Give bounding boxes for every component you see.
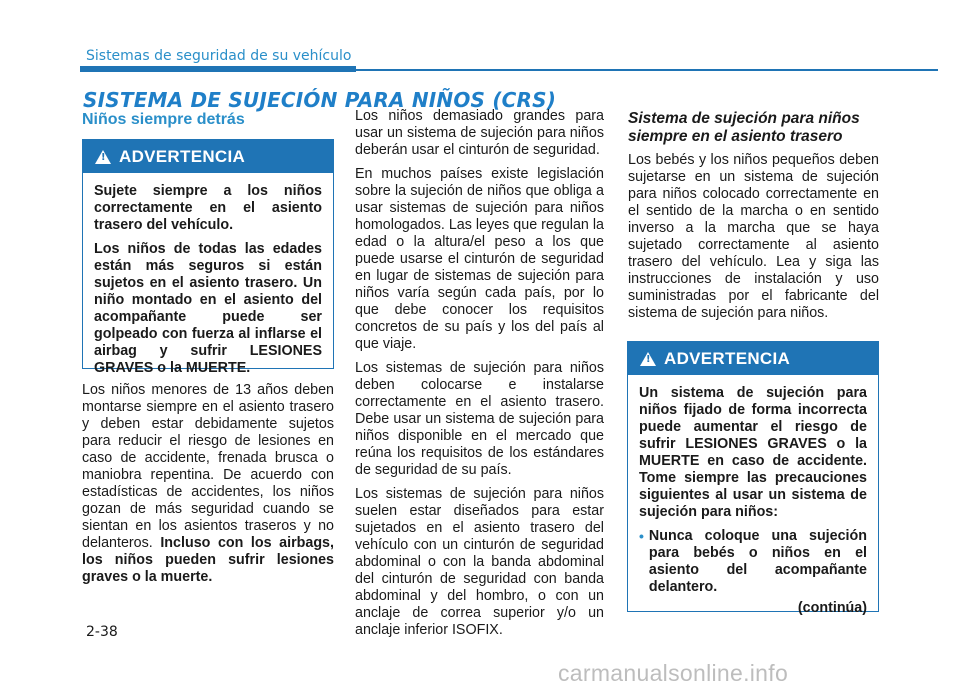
warning-paragraph: Un sistema de sujeción para niños fijado de forma incorrecta puede aumentar el riesgo de sufrir LESIONES GRAVES o la MUERTE en caso de accidente. Tome siempre las precauciones siguientes al usar un sistema de sujeción para niños: xyxy=(639,385,867,520)
body-paragraph: Los sistemas de sujeción para niños deben colocarse e instalarse correctamente en el asiento trasero. Debe usar un sistema de sujeción para niños disponible en el mercado que reúna los requisitos de los estándares de seguridad de su país. xyxy=(355,360,604,478)
warning-header xyxy=(83,140,333,173)
header-rule xyxy=(356,69,938,71)
warning-triangle-icon xyxy=(95,150,111,164)
body-paragraph: Los niños demasiado grandes para usar un sistema de sujeción para niños deberán usar el cinturón de seguridad. xyxy=(355,108,604,158)
column-2-body xyxy=(355,108,604,646)
watermark: carmanualsonline.info xyxy=(558,660,789,686)
body-bold-text: Incluso con los airbags, los niños pueden sufrir lesiones graves o la muerte. xyxy=(82,535,334,585)
header-bar xyxy=(80,66,356,72)
body-paragraph: Los sistemas de sujeción para niños suelen estar diseñados para estar sujetados en el asiento trasero del vehículo con un cinturón de seguridad abdominal o con la banda abdominal del cinturón de seguridad con banda abdominal y del hombro, o con un anclaje de correa superior y/o un anclaje inferior ISOFIX. xyxy=(355,486,604,638)
page-title: SISTEMA DE SUJECIÓN PARA NIÑOS (CRS) xyxy=(83,88,557,112)
warning-box-1 xyxy=(82,139,334,376)
continued-label: (continúa) xyxy=(797,600,867,616)
warning-label: ADVERTENCIA xyxy=(119,146,246,166)
body-paragraph: En muchos países existe legislación sobre la sujeción de niños que obliga a usar sistemas de sujeción para niños homologados. Las leyes que regulan la edad o la altura/el peso a los que puede usarse el cinturón de seguridad en lugar de sistemas de sujeción para niños varía según cada país, por lo que debe conocer los requisitos concretos de su país y los del país al que viaje. xyxy=(355,166,604,352)
bullet-text: Nunca coloque una sujeción para bebés o niños en el asiento del acompañante delantero. xyxy=(648,528,867,595)
warning-body xyxy=(83,173,333,392)
page-number: 2-38 xyxy=(86,624,118,640)
subhead-ninos-detras: Niños siempre detrás xyxy=(82,111,245,128)
warning-label: ADVERTENCIA xyxy=(664,348,791,368)
body-paragraph: Los bebés y los niños pequeños deben sujetarse en un sistema de sujeción para niños colocado correctamente en el sentido de la marcha o en sentido inverso a la marcha que se haya sujetado correctamente al asiento trasero del vehículo. Lea y siga las instrucciones de instalación y uso suministradas por el fabricante del sistema de sujeción para niños. xyxy=(628,152,879,321)
subhead-asiento-trasero: Sistema de sujeción para niños siempre en el asiento trasero xyxy=(628,110,860,145)
warning-box-2 xyxy=(627,341,879,616)
column-1-body xyxy=(82,382,334,593)
column-3-body xyxy=(628,152,879,329)
warning-body xyxy=(628,375,878,625)
bullet-dot-icon: • xyxy=(639,528,644,544)
warning-bullet xyxy=(639,528,867,596)
warning-triangle-icon xyxy=(640,352,656,366)
body-text: Los niños menores de 13 años deben montarse siempre en el asiento trasero y deben estar debidamente sujetos para reducir el riesgo de lesiones en caso de accidente, frenada brusca o maniobra repentina. De acuerdo con estadísticas de accidentes, los niños gozan de más seguridad cuando se sientan en los asientos traseros y no delanteros. xyxy=(82,382,334,551)
warning-paragraph: Los niños de todas las edades están más seguros si están sujetos en el asiento trasero. Un niño montado en el asiento del acompañante puede ser golpeado con fuerza al inflarse el airbag y sufrir LESIONES GRAVES o la MUERTE. xyxy=(94,241,322,376)
warning-header xyxy=(628,342,878,375)
warning-paragraph: Sujete siempre a los niños correctamente en el asiento trasero del vehículo. xyxy=(94,183,322,233)
section-label: Sistemas de seguridad de su vehículo xyxy=(86,48,352,64)
body-paragraph xyxy=(82,382,334,586)
